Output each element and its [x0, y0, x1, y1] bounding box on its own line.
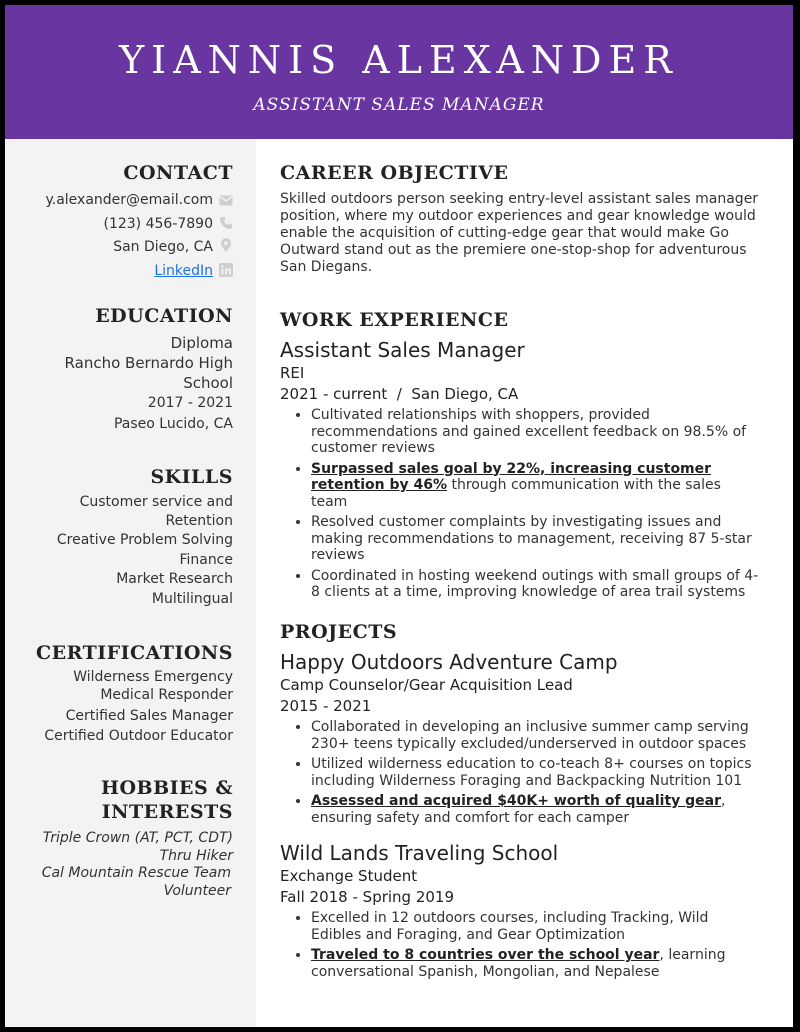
location-text: San Diego, CA	[113, 239, 213, 255]
bullet-text: , ensuring safety and comfort for each camper	[311, 793, 726, 826]
contact-phone	[18, 214, 233, 238]
hobby-item: Cal Mountain Rescue Team Volunteer	[41, 865, 231, 899]
certification-item: Certified Sales Manager	[65, 708, 233, 724]
skill-item: Market Research	[116, 571, 233, 587]
job-title: Assistant Sales Manager	[280, 338, 525, 362]
certification-item: Certified Outdoor Educator	[44, 728, 233, 744]
contact-location	[18, 237, 233, 261]
contact-section	[18, 162, 233, 284]
map-pin-icon	[219, 238, 233, 261]
bullet-item	[311, 461, 760, 511]
bullet-item: • Excelled in 12 outdoors courses, including Tracking, Wild Edibles and Foraging, and Gear Optimization	[311, 910, 760, 943]
sidebar	[5, 139, 256, 1027]
job-bullets	[280, 407, 760, 601]
skill-item: Multilingual	[151, 590, 233, 607]
bullet-item: • Utilized wilderness education to co-teach 8+ courses on topics including Wilderness Foraging and Backpacking Nutrition 101	[311, 756, 760, 789]
envelope-icon	[219, 192, 233, 214]
bullet-text: , learning conversational Spanish, Mongolian, and Nepalese	[311, 947, 726, 980]
skill-item: Finance	[179, 551, 233, 568]
objective-heading: CAREER OBJECTIVE	[280, 162, 509, 184]
project-bullets	[280, 910, 760, 980]
skill-item: Customer service and Retention	[79, 494, 233, 529]
school-name: Rancho Bernardo High School	[64, 354, 233, 392]
highlight-text: Traveled to 8 countries over the school year	[311, 947, 660, 963]
job-meta: 2021 - current / San Diego, CA	[280, 385, 519, 403]
resume-header	[5, 5, 793, 139]
experience-section	[280, 309, 760, 605]
bullet-item: • Collaborated in developing an inclusive summer camp serving 230+ teens typically excluded/underserved in outdoor spaces	[311, 719, 760, 752]
candidate-title: ASSISTANT SALES MANAGER	[253, 95, 545, 115]
project-dates: 2015 - 2021	[280, 697, 372, 715]
degree: Diploma	[170, 334, 233, 352]
education-years: 2017 - 2021	[147, 395, 233, 411]
skills-heading: SKILLS	[150, 466, 233, 488]
project-role: Exchange Student	[280, 867, 418, 885]
education-location: Paseo Lucido, CA	[113, 416, 233, 432]
objective-section	[280, 162, 760, 276]
experience-heading: WORK EXPERIENCE	[280, 309, 509, 331]
projects-section	[280, 621, 760, 984]
objective-text: Skilled outdoors person seeking entry-level assistant sales manager position, where my outdoor experiences and gear knowledge would enable the acquisition of cutting-edge gear that would make Go Outward stand out as the premiere one-stop-shop for adventurous San Diegans.	[280, 191, 759, 275]
project-role: Camp Counselor/Gear Acquisition Lead	[280, 676, 573, 694]
education-heading: EDUCATION	[95, 305, 233, 327]
resume-page	[5, 5, 793, 1027]
bullet-item	[311, 947, 760, 980]
certifications-heading: CERTIFICATIONS	[36, 642, 233, 664]
bullet-item: • Coordinated in hosting weekend outings with small groups of 4-8 clients at a time, improving knowledge of area trail systems	[311, 568, 760, 601]
certifications-section	[18, 642, 233, 746]
skills-section	[18, 466, 233, 609]
phone-text: (123) 456-7890	[103, 215, 213, 232]
project-title: Wild Lands Traveling School	[280, 841, 559, 865]
projects-heading: PROJECTS	[280, 621, 398, 643]
job-company: REI	[280, 364, 305, 382]
certification-item: Wilderness Emergency Medical Responder	[73, 669, 233, 703]
linkedin-link[interactable]: LinkedIn	[154, 262, 213, 279]
hobby-item: Triple Crown (AT, PCT, CDT) Thru Hiker	[42, 830, 233, 864]
bullet-item: • Resolved customer complaints by investigating issues and making recommendations to management, receiving 87 5-star reviews	[311, 514, 760, 564]
hobbies-section	[18, 776, 233, 900]
candidate-name: YIANNIS ALEXANDER	[119, 38, 679, 82]
project-bullets	[280, 719, 760, 826]
phone-icon	[219, 216, 233, 238]
highlight-text: Assessed and acquired $40K+ worth of quality gear	[311, 793, 722, 809]
bullet-text: through communication with the sales team	[311, 477, 721, 510]
bullet-item	[311, 793, 760, 826]
highlight-text: Surpassed sales goal by 22%, increasing customer retention by 46%	[311, 460, 712, 493]
project-dates: Fall 2018 - Spring 2019	[280, 888, 455, 906]
project-title: Happy Outdoors Adventure Camp	[280, 650, 618, 674]
hobbies-heading: HOBBIES & INTERESTS	[101, 777, 233, 823]
linkedin-icon	[219, 263, 233, 285]
bullet-item: • Cultivated relationships with shoppers, provided recommendations and gained excellent feedback on 98.5% of customer reviews	[311, 407, 760, 457]
contact-linkedin[interactable]	[18, 261, 233, 285]
contact-heading: CONTACT	[123, 162, 233, 184]
education-section	[18, 305, 233, 435]
skill-item: Creative Problem Solving	[56, 532, 233, 548]
email-text[interactable]: y.alexander@email.com	[45, 192, 213, 208]
contact-email[interactable]	[18, 190, 233, 214]
